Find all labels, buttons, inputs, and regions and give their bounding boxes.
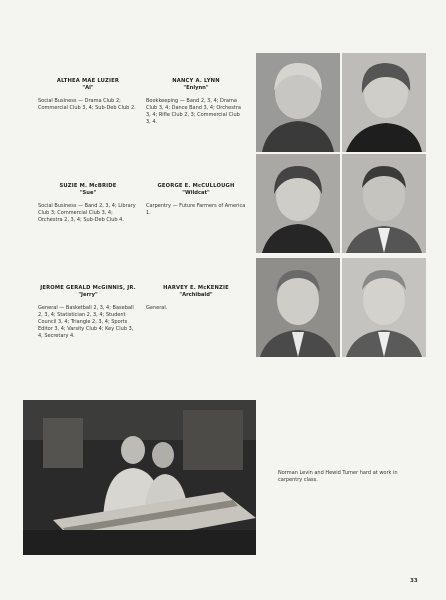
student-name: HARVEY E. McKENZIE <box>163 285 229 291</box>
student-name: ALTHEA MAE LUZIER <box>56 78 120 84</box>
student-entry <box>146 183 246 217</box>
student-activities: Carpentry — Future Farmers of America 1. <box>146 203 246 216</box>
student-name: JEROME GERALD McGINNIS, JR. <box>40 285 136 291</box>
portrait-photo <box>342 53 426 152</box>
student-name: NANCY A. LYNN <box>172 78 220 84</box>
portrait-photo <box>256 53 340 152</box>
student-activities: General — Basketball 2, 3, 4; Baseball 2, 3, 4; Statistician 2, 3, 4; Student Council 3, 4; Triangle 2, 3, 4; Sports Editor 3, 4; Varsity Club 4; Key Club 3, 4, Secretary 4. <box>38 305 134 339</box>
student-name: GEORGE E. McCULLOUGH <box>157 183 235 189</box>
student-nickname: "Archibald" <box>179 292 213 298</box>
student-entry <box>38 183 138 224</box>
student-nickname: "Sue" <box>79 190 97 196</box>
student-nickname: "Enlynn" <box>183 85 209 91</box>
student-name: SUZIE M. McBRIDE <box>59 183 117 189</box>
portrait-photo <box>256 154 340 253</box>
student-activities: Social Business — Drama Club 2; Commercial Club 3, 4; Sub-Deb Club 2. <box>38 98 136 111</box>
portrait-photo <box>342 154 426 253</box>
student-entry <box>38 285 138 340</box>
student-nickname: "Al" <box>82 85 94 91</box>
carpentry-class-photo <box>23 400 256 555</box>
student-activities: Bookkeeping — Band 2, 3, 4; Drama Club 3, 4; Dance Band 3, 4; Orchestra 3, 4; Rifle Club 2, 3; Commercial Club 3, 4. <box>146 98 241 125</box>
student-entry <box>146 78 246 126</box>
page-number: 33 <box>410 578 418 584</box>
student-activities: Social Business — Band 2, 3, 4; Library Club 3; Commercial Club 3, 4; Orchestra 2, 3, 4; Sub-Deb Club 4. <box>38 203 136 223</box>
student-entry <box>38 78 138 112</box>
photo-caption: Norman Levin and Hewid Turner hard at work in carpentry class. <box>278 470 398 483</box>
student-entry <box>146 285 246 312</box>
student-activities: General. <box>146 305 168 311</box>
portrait-photo <box>256 258 340 357</box>
student-nickname: "Wildcat" <box>182 190 210 196</box>
portrait-photo <box>342 258 426 357</box>
student-nickname: "Jerry" <box>78 292 98 298</box>
